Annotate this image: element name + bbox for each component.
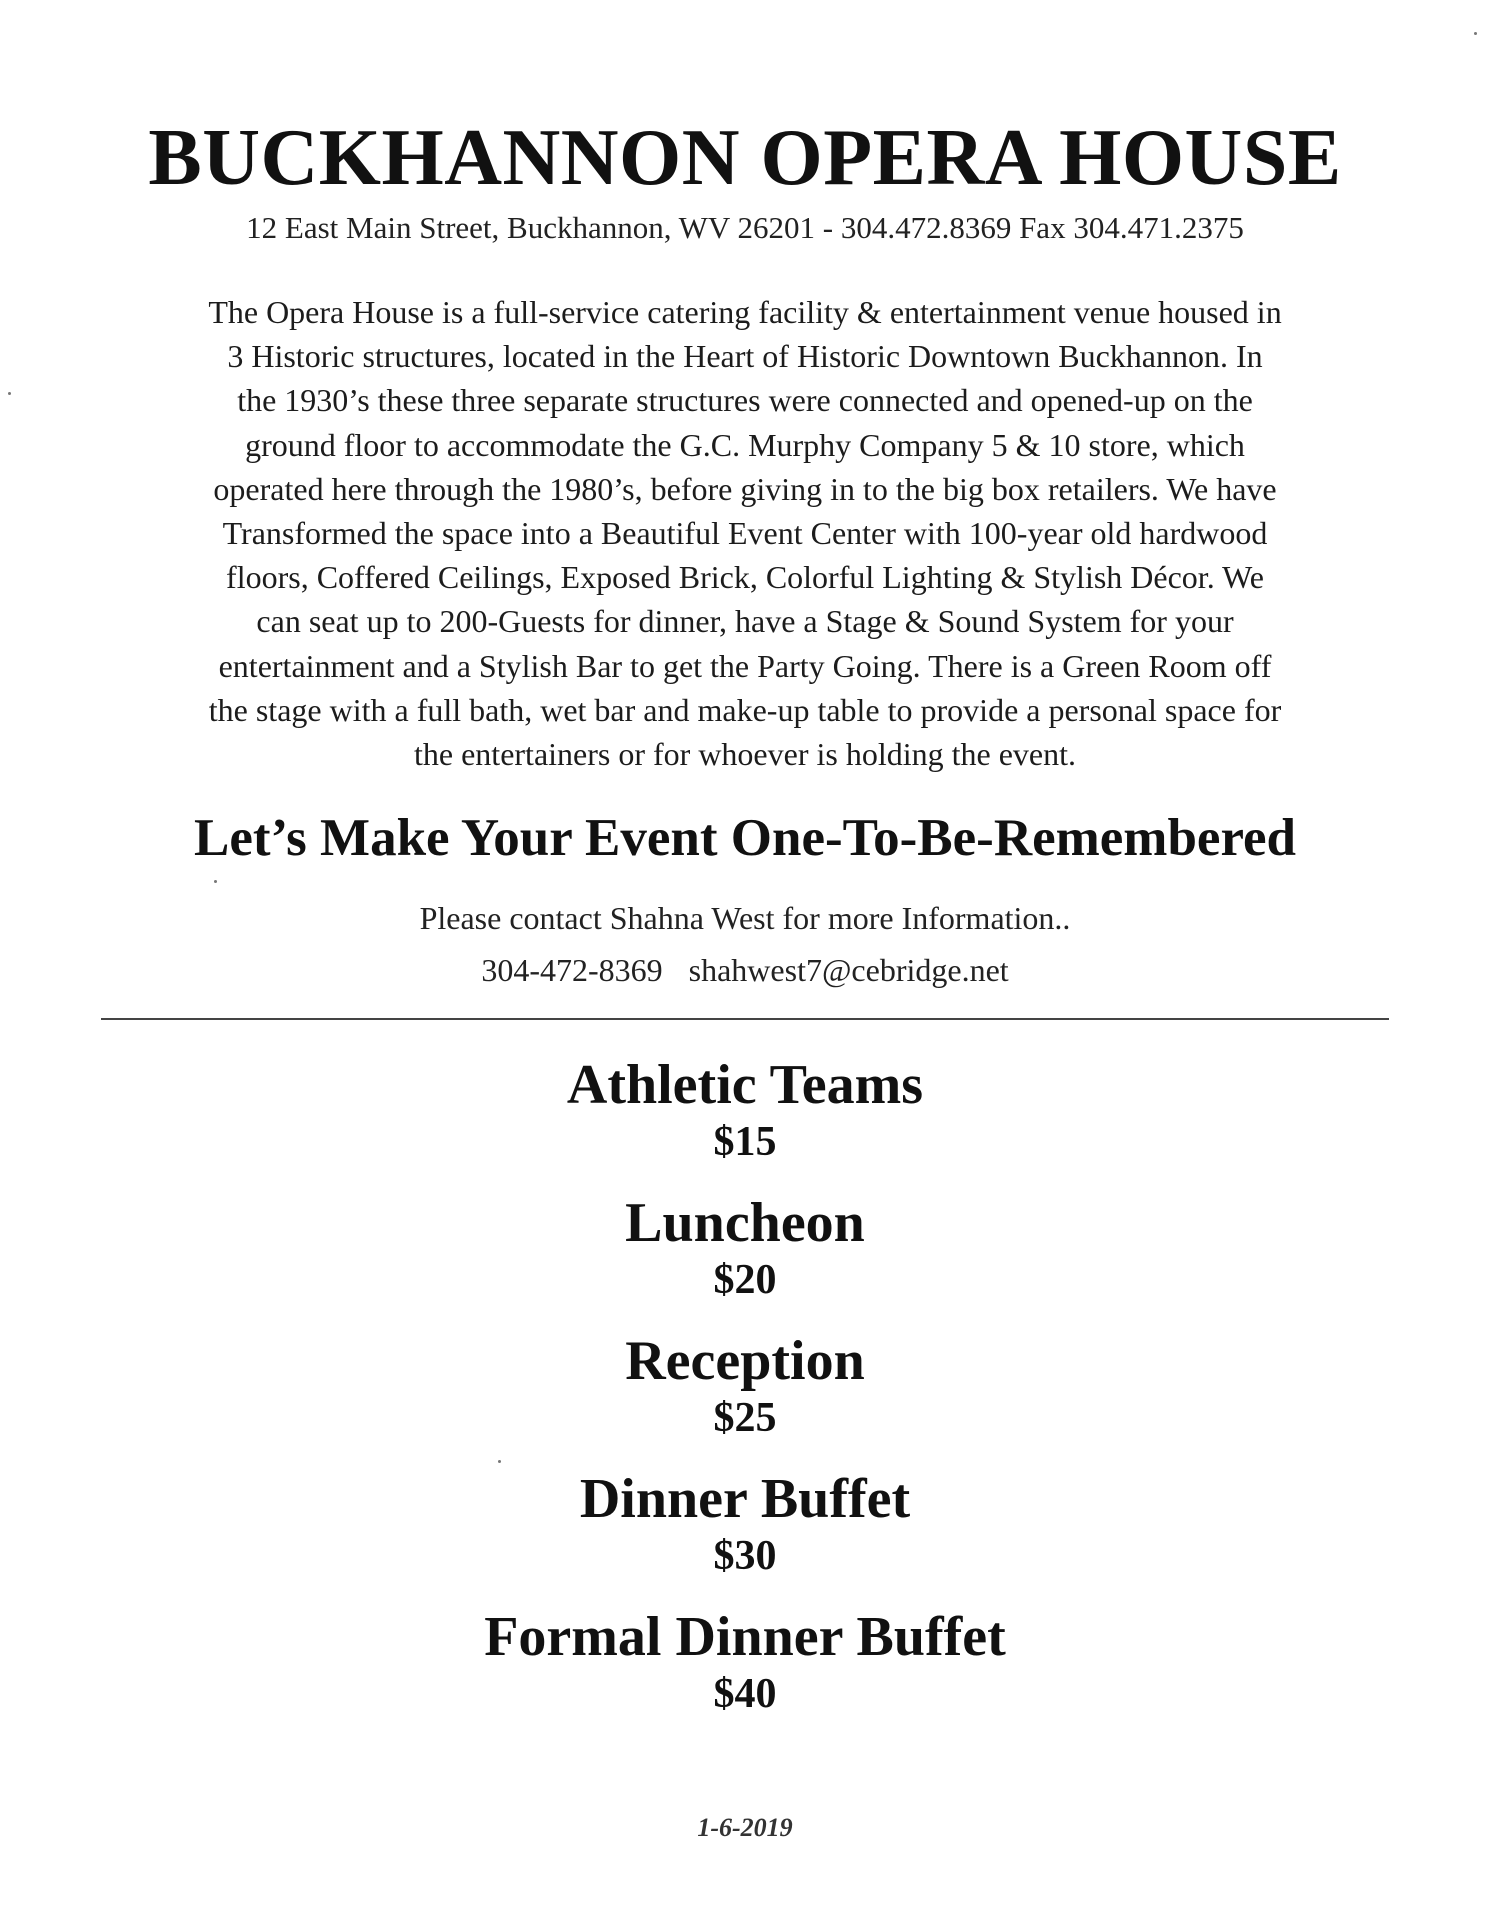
contact-intro: Please contact Shahna West for more Information.. bbox=[419, 900, 1071, 936]
menu-item-name: Reception bbox=[625, 1330, 865, 1392]
description-line: can seat up to 200-Guests for dinner, have a Stage & Sound System for your bbox=[256, 603, 1234, 640]
menu-item-name: Dinner Buffet bbox=[579, 1468, 911, 1530]
description-line: The Opera House is a full-service catering facility & entertainment venue housed in bbox=[208, 294, 1282, 330]
menu-item-name: Luncheon bbox=[625, 1192, 865, 1254]
menu-item-price: $25 bbox=[713, 1395, 777, 1441]
menu-item bbox=[0, 1604, 1490, 1718]
description-line: 3 Historic structures, located in the Heart of Historic Downtown Buckhannon. In bbox=[227, 338, 1263, 375]
menu-item-price: $15 bbox=[713, 1119, 777, 1165]
description-line: the 1930’s these three separate structures were connected and opened-up on the bbox=[237, 382, 1253, 419]
scan-speck bbox=[214, 880, 217, 883]
description-line: the stage with a full bath, wet bar and make-up table to provide a personal space for bbox=[208, 691, 1282, 728]
contact-phone: 304-472-8369 bbox=[481, 952, 663, 988]
scan-speck bbox=[1474, 32, 1477, 35]
scan-speck bbox=[498, 1460, 501, 1463]
menu-item-price: $20 bbox=[713, 1257, 777, 1303]
contact-details bbox=[0, 948, 1490, 992]
description-line: the entertainers or for whoever is holding the event. bbox=[414, 736, 1076, 773]
menu-item-name: Athletic Teams bbox=[566, 1054, 924, 1116]
scan-speck bbox=[8, 392, 11, 395]
menu-item bbox=[0, 1052, 1490, 1166]
description-line: floors, Coffered Ceilings, Exposed Brick, Colorful Lighting & Stylish Décor. We bbox=[226, 559, 1264, 596]
event-tagline: Let’s Make Your Event One-To-Be-Remembered bbox=[193, 809, 1297, 867]
menu-item-name: Formal Dinner Buffet bbox=[484, 1606, 1006, 1668]
description-line: operated here through the 1980’s, before giving in to the big box retailers. We have bbox=[213, 470, 1277, 507]
section-divider bbox=[101, 1018, 1389, 1020]
document-date: 1-6-2019 bbox=[697, 1813, 793, 1842]
description-line: entertainment and a Stylish Bar to get the Party Going. There is a Green Room off bbox=[218, 647, 1272, 684]
venue-address: 12 East Main Street, Buckhannon, WV 26201 - 304.472.8369 Fax 304.471.2375 bbox=[246, 210, 1244, 245]
contact-email: shahwest7@cebridge.net bbox=[688, 952, 1009, 988]
pricing-menu bbox=[0, 1052, 1490, 1742]
menu-item bbox=[0, 1328, 1490, 1442]
venue-description bbox=[90, 290, 1400, 776]
menu-item bbox=[0, 1190, 1490, 1304]
menu-item bbox=[0, 1466, 1490, 1580]
venue-title: BUCKHANNON OPERA HOUSE bbox=[148, 114, 1342, 202]
description-line: ground floor to accommodate the G.C. Murphy Company 5 & 10 store, which bbox=[245, 426, 1245, 463]
menu-item-price: $40 bbox=[713, 1671, 777, 1717]
description-line: Transformed the space into a Beautiful Event Center with 100-year old hardwood bbox=[222, 515, 1268, 552]
menu-item-price: $30 bbox=[713, 1533, 777, 1579]
